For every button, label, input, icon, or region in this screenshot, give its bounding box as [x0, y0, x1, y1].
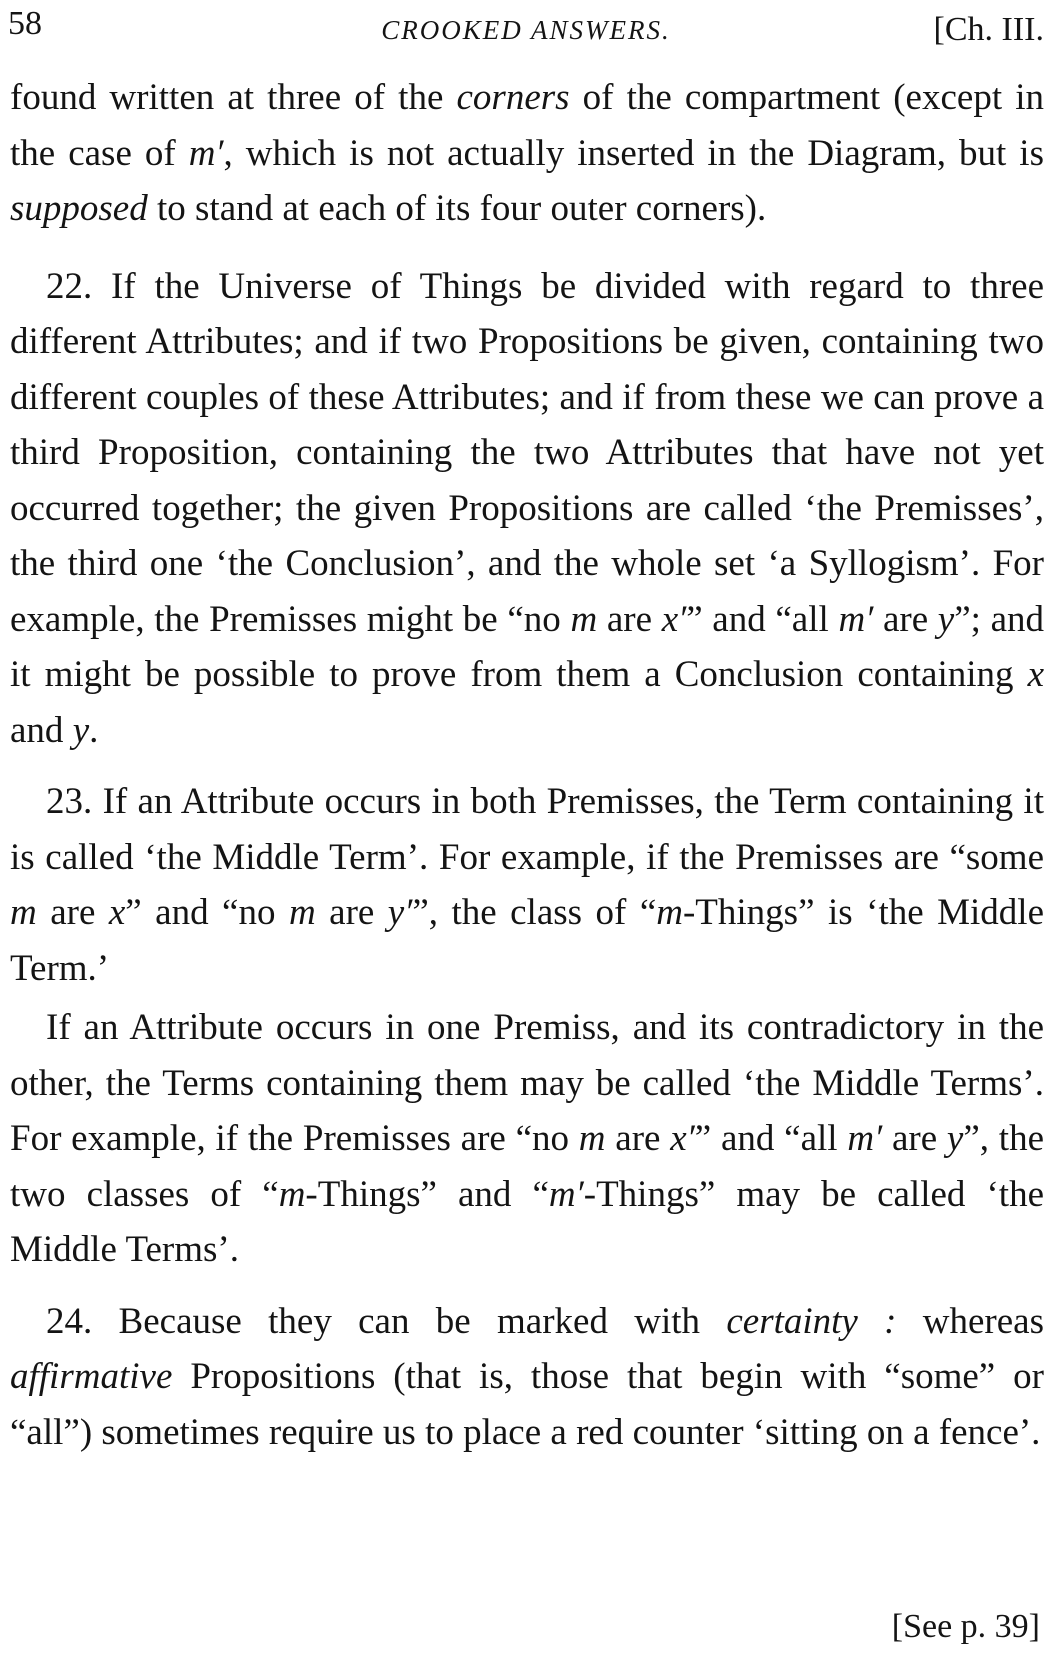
body-text: [10, 70, 1044, 1460]
chapter-label: [Ch. III.: [933, 11, 1044, 48]
page-header: [8, 6, 1044, 50]
text-run: 22. If the Universe of Things be divided with regard to three different Attributes; and if two Propositions be given, containing two different couples of these Attributes; and if from these we can prove a third Proposition, containing the two Attributes that have not yet occurred together; the given Propositions are called ‘the Premisses’, the third one ‘the Conclusion’, and the whole set ‘a Syllogism’. For example, the Premisses might be “no: [10, 265, 1044, 640]
text-run: ” and “all: [686, 598, 839, 640]
text-run: -Things” may be called ‘the Middle Terms’.: [10, 1173, 1044, 1270]
text-run: are: [597, 598, 662, 640]
running-title: CROOKED ANSWERS.: [381, 15, 671, 45]
text-run: .: [89, 709, 99, 751]
italic-text: m′: [847, 1118, 883, 1159]
paragraph-middle-terms: [10, 1000, 1044, 1278]
text-run: are: [882, 1118, 947, 1159]
italic-text: m: [278, 1173, 306, 1215]
italic-text: y: [72, 709, 90, 751]
text-run: to stand at each of its four outer corners).: [147, 188, 767, 229]
italic-text: m: [570, 598, 598, 640]
text-run: , which is not actually inserted in the Diagram, but is: [223, 132, 1044, 174]
text-run: whereas: [896, 1300, 1044, 1342]
text-run: -Things” and “: [305, 1173, 549, 1215]
text-run: 23. If an Attribute occurs in both Premisses, the Term containing it is called ‘the Middle Term’. For example, if the Premisses are “some: [10, 781, 1044, 878]
text-run: are: [605, 1118, 671, 1159]
text-run: 24. Because they can be marked with: [46, 1300, 727, 1342]
paragraph-section-24: [10, 1294, 1044, 1461]
italic-text: m′: [548, 1173, 584, 1215]
paragraph-continuation: [10, 70, 1044, 237]
text-run: Propositions (that is, those that begin with “some” or “all”) sometimes require us to place a red counter ‘sitting on a fence’.: [10, 1356, 1044, 1453]
text-run: and: [10, 709, 73, 751]
text-run: ”, the class of “: [412, 892, 657, 933]
text-run: are: [315, 892, 388, 933]
italic-text: x′: [670, 1118, 695, 1159]
italic-text: y: [946, 1118, 964, 1159]
page-number: 58: [8, 5, 42, 42]
text-run: ”, the two classes of “: [10, 1118, 1044, 1215]
italic-text: corners: [456, 77, 570, 118]
text-run: of the compartment (except in the case of: [10, 77, 1045, 174]
paragraph-section-23: [10, 774, 1044, 996]
italic-text: m: [656, 892, 683, 933]
text-run: ” and “no: [125, 892, 289, 933]
italic-text: affirmative: [10, 1356, 173, 1397]
italic-text: m: [288, 892, 316, 933]
italic-text: x: [108, 892, 126, 933]
text-run: are: [873, 598, 938, 640]
italic-text: supposed: [10, 188, 148, 229]
italic-text: x: [1027, 654, 1044, 695]
page-footer: [See p. 39]: [891, 1608, 1040, 1645]
italic-text: certainty :: [726, 1300, 897, 1342]
italic-text: y′: [387, 892, 413, 933]
text-run: are: [36, 892, 109, 933]
italic-text: m: [10, 892, 37, 933]
paragraph-section-22: [10, 259, 1044, 759]
italic-text: m′: [838, 598, 874, 640]
italic-text: m: [578, 1118, 606, 1159]
italic-text: m′: [188, 132, 224, 174]
italic-text: y: [937, 598, 955, 640]
text-run: ” and “all: [694, 1118, 848, 1159]
text-run: ”; and it might be possible to prove from them a Conclusion containing: [10, 598, 1045, 695]
text-run: If an Attribute occurs in one Premiss, and its contradictory in the other, the Terms containing them may be called ‘the Middle Terms’. For example, if the Premisses are “no: [10, 1007, 1044, 1159]
text-run: found written at three of the: [10, 77, 457, 118]
text-run: -Things” is ‘the Middle Term.’: [10, 892, 1044, 989]
italic-text: x′: [661, 598, 687, 640]
